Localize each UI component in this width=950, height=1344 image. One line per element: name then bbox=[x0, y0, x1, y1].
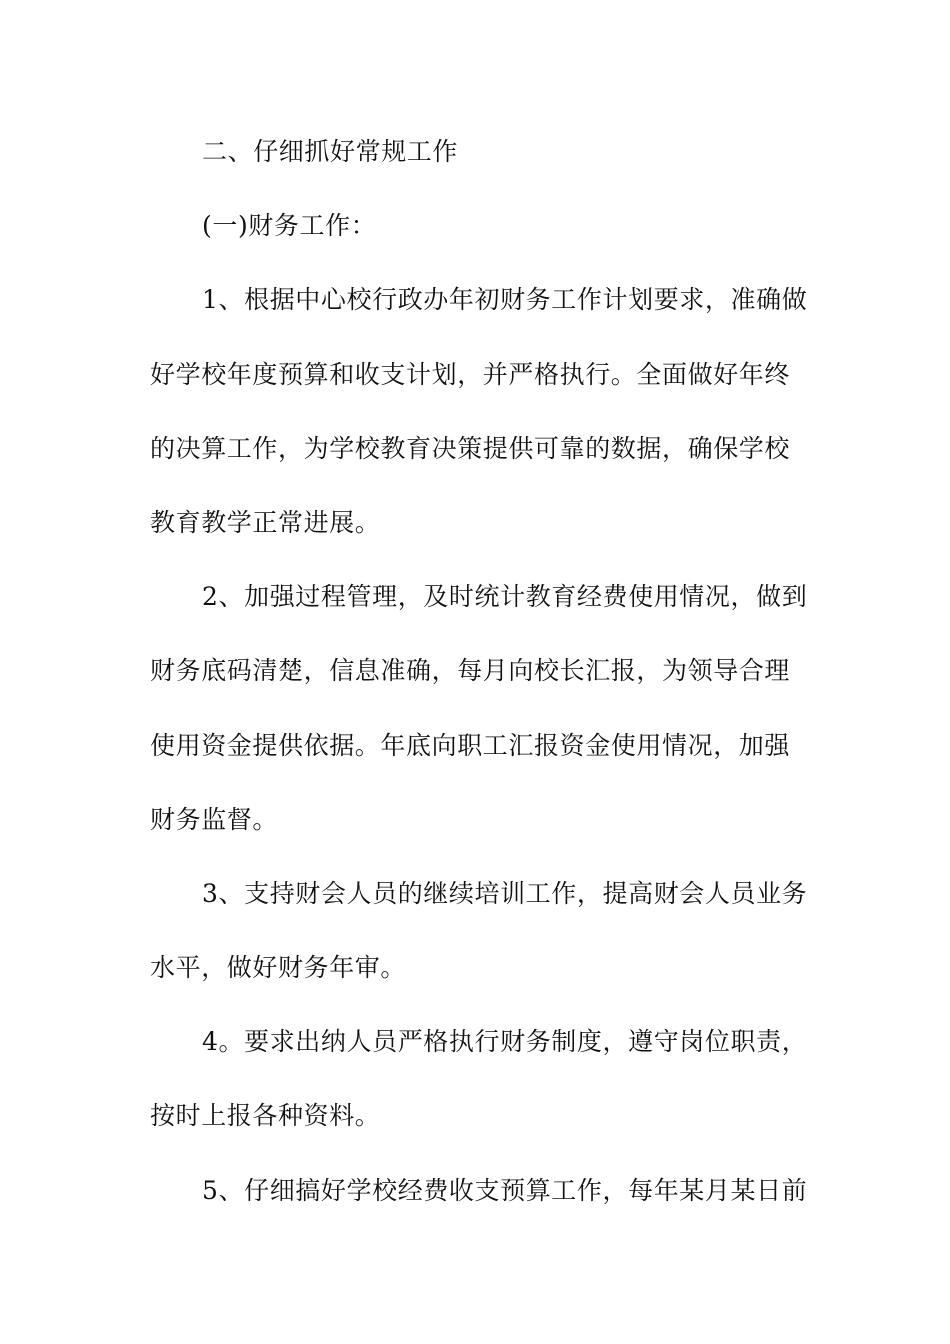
paragraph-line: 2、加强过程管理，及时统计教育经费使用情况，做到 bbox=[202, 582, 808, 612]
paragraph-line: 按时上报各种资料。 bbox=[150, 1101, 381, 1131]
paragraph-line: 财务监督。 bbox=[150, 804, 279, 834]
section-heading: 二、仔细抓好常规工作 bbox=[202, 137, 459, 166]
paragraph-line: 5、仔细搞好学校经费收支预算工作，每年某月某日前 bbox=[202, 1175, 808, 1205]
paragraph-line: 1、根据中心校行政办年初财务工作计划要求，准确做 bbox=[202, 285, 808, 315]
paragraph-line: 好学校年度预算和收支计划，并严格执行。全面做好年终 bbox=[150, 359, 791, 389]
paragraph-line: 水平，做好财务年审。 bbox=[150, 953, 407, 983]
paragraph-line: 3、支持财会人员的继续培训工作，提高财会人员业务 bbox=[202, 878, 808, 908]
paragraph-line: 的决算工作，为学校教育决策提供可靠的数据，确保学校 bbox=[150, 433, 791, 463]
document-body bbox=[150, 132, 810, 1245]
paragraph-line: 使用资金提供依据。年底向职工汇报资金使用情况，加强 bbox=[150, 730, 791, 760]
paragraph-line: 财务底码清楚，信息准确，每月向校长汇报，为领导合理 bbox=[150, 656, 791, 686]
subsection-heading: (一)财务工作： bbox=[202, 211, 377, 241]
paragraph-line: 教育教学正常进展。 bbox=[150, 507, 381, 537]
paragraph-line: 4。要求出纳人员严格执行财务制度，遵守岗位职责， bbox=[202, 1027, 808, 1057]
